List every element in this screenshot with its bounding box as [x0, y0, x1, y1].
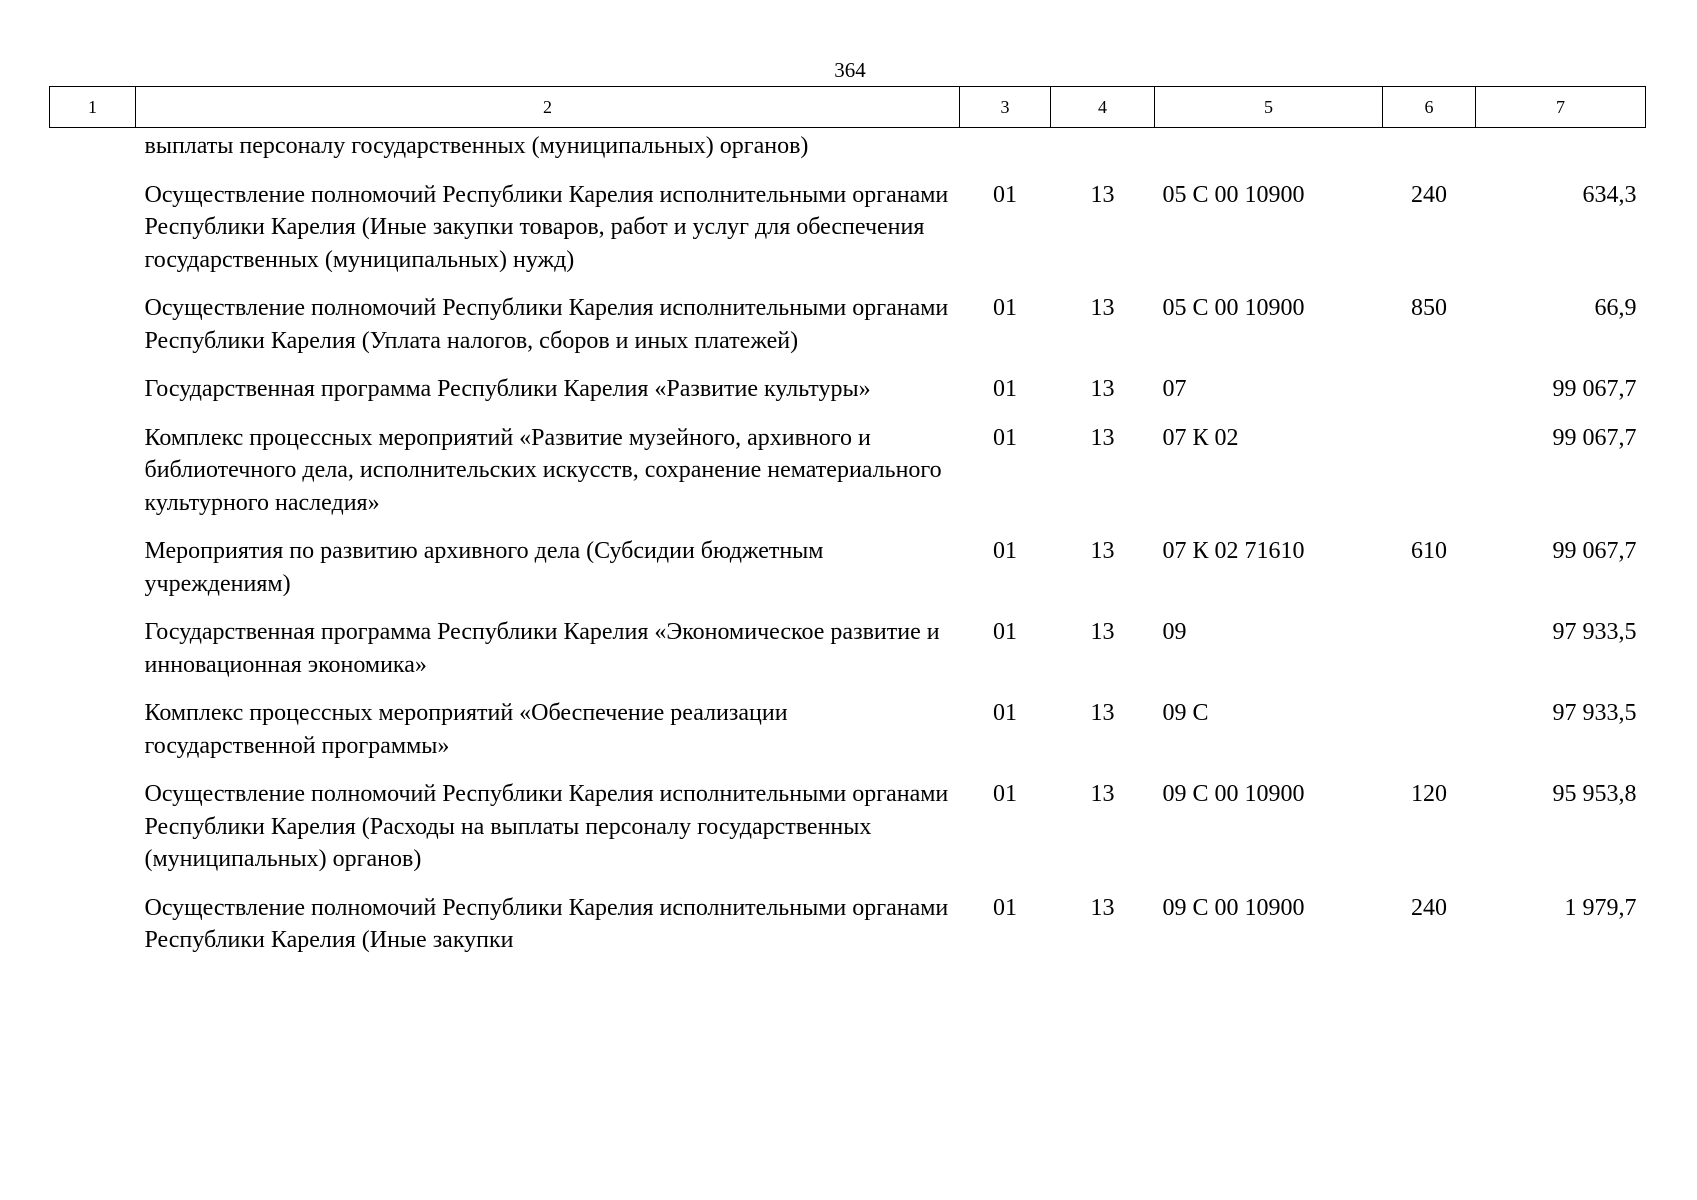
row-subsection — [1051, 128, 1155, 179]
row-section: 01 — [993, 376, 1017, 402]
row-subsection: 13 — [1090, 619, 1115, 645]
row-subsection: 13 — [1090, 181, 1115, 208]
row-amount: 97 933,5 — [1552, 619, 1637, 645]
row-section: 01 — [993, 619, 1017, 645]
row-name: Осуществление полномочий Республики Карелия исполнительными органами Республики Карелия (Расходы на выплаты персоналу государственных (муниципальных) органов) — [144, 781, 949, 872]
row-subsection: 13 — [1090, 538, 1115, 564]
row-target-article: 09 С 00 10900 — [1162, 781, 1305, 807]
row-amount: 66,9 — [1594, 295, 1637, 321]
row-amount: 99 067,7 — [1552, 538, 1637, 564]
row-target-article: 07 — [1162, 376, 1187, 402]
table-row — [50, 778, 1646, 892]
header-col-4: 4 — [1051, 87, 1155, 128]
row-name: Государственная программа Республики Карелия «Развитие культуры» — [144, 376, 871, 402]
row-col-1 — [50, 892, 136, 973]
row-col-1 — [50, 292, 136, 373]
row-section: 01 — [993, 424, 1017, 451]
row-name: Мероприятия по развитию архивного дела (Субсидии бюджетным учреждениям) — [144, 538, 824, 597]
row-col-1 — [50, 373, 136, 422]
row-section: 01 — [993, 295, 1017, 321]
table-row — [50, 697, 1646, 778]
header-col-1: 1 — [50, 87, 136, 128]
row-target-article: 05 С 00 10900 — [1162, 295, 1305, 321]
row-target-article: 07 К 02 — [1162, 424, 1239, 451]
row-expense-type: 120 — [1411, 781, 1447, 807]
page-number: 364 — [834, 58, 866, 82]
row-col-1 — [50, 778, 136, 892]
row-subsection: 13 — [1090, 424, 1115, 451]
header-col-7: 7 — [1476, 87, 1646, 128]
budget-table — [49, 86, 1646, 973]
row-amount: 97 933,5 — [1552, 700, 1637, 726]
row-col-1 — [50, 616, 136, 697]
row-expense-type — [1383, 422, 1476, 536]
header-col-3: 3 — [960, 87, 1051, 128]
table-row — [50, 616, 1646, 697]
table-row — [50, 128, 1646, 179]
row-col-1 — [50, 179, 136, 293]
row-amount — [1476, 128, 1646, 179]
row-subsection: 13 — [1090, 376, 1115, 402]
header-col-2: 2 — [136, 87, 960, 128]
row-target-article: 09 С — [1162, 700, 1209, 726]
row-name: Государственная программа Республики Карелия «Экономическое развитие и инновационная экономика» — [144, 619, 940, 678]
row-target-article — [1155, 128, 1383, 179]
row-name: выплаты персоналу государственных (муниципальных) органов) — [144, 133, 809, 159]
row-target-article: 09 С 00 10900 — [1162, 894, 1305, 921]
row-expense-type — [1383, 697, 1476, 778]
row-expense-type — [1383, 616, 1476, 697]
row-col-1 — [50, 697, 136, 778]
row-name: Осуществление полномочий Республики Карелия исполнительными органами Республики Карелия (Иные закупки — [144, 894, 949, 953]
table-row — [50, 422, 1646, 536]
row-expense-type — [1383, 128, 1476, 179]
row-name: Осуществление полномочий Республики Карелия исполнительными органами Республики Карелия (Уплата налогов, сборов и иных платежей) — [144, 295, 949, 354]
row-name: Осуществление полномочий Республики Карелия исполнительными органами Республики Карелия (Иные закупки товаров, работ и услуг для обеспечения государственных (муниципальных) нужд) — [144, 181, 949, 273]
row-subsection: 13 — [1090, 700, 1115, 726]
row-amount: 1 979,7 — [1564, 894, 1637, 921]
row-expense-type: 850 — [1411, 295, 1447, 321]
row-section: 01 — [993, 894, 1017, 921]
row-amount: 99 067,7 — [1552, 376, 1637, 402]
row-col-1 — [50, 535, 136, 616]
row-expense-type: 240 — [1411, 894, 1447, 921]
table-row — [50, 892, 1646, 973]
row-subsection: 13 — [1090, 295, 1115, 321]
row-section — [960, 128, 1051, 179]
row-section: 01 — [993, 700, 1017, 726]
table-body — [50, 128, 1646, 973]
row-name: Комплекс процессных мероприятий «Развитие музейного, архивного и библиотечного дела, исполнительских искусств, сохранение нематериального культурного наследия» — [144, 424, 942, 516]
row-section: 01 — [993, 538, 1017, 564]
row-expense-type: 610 — [1411, 538, 1447, 564]
table-row — [50, 292, 1646, 373]
row-col-1 — [50, 422, 136, 536]
row-amount: 99 067,7 — [1552, 424, 1637, 451]
header-col-5: 5 — [1155, 87, 1383, 128]
row-subsection: 13 — [1090, 781, 1115, 807]
table-row — [50, 179, 1646, 293]
header-row — [50, 87, 1646, 128]
table-row — [50, 535, 1646, 616]
table-row — [50, 373, 1646, 422]
row-section: 01 — [993, 181, 1017, 208]
header-col-6: 6 — [1383, 87, 1476, 128]
row-expense-type — [1383, 373, 1476, 422]
row-expense-type: 240 — [1411, 181, 1447, 208]
row-amount: 634,3 — [1582, 181, 1637, 208]
row-name: Комплекс процессных мероприятий «Обеспечение реализации государственной программы» — [144, 700, 788, 759]
row-target-article: 05 С 00 10900 — [1162, 181, 1305, 208]
row-subsection: 13 — [1090, 894, 1115, 921]
row-target-article: 09 — [1162, 619, 1187, 645]
row-col-1 — [50, 128, 136, 179]
row-section: 01 — [993, 781, 1017, 807]
row-amount: 95 953,8 — [1552, 781, 1637, 807]
row-target-article: 07 К 02 71610 — [1162, 538, 1305, 564]
